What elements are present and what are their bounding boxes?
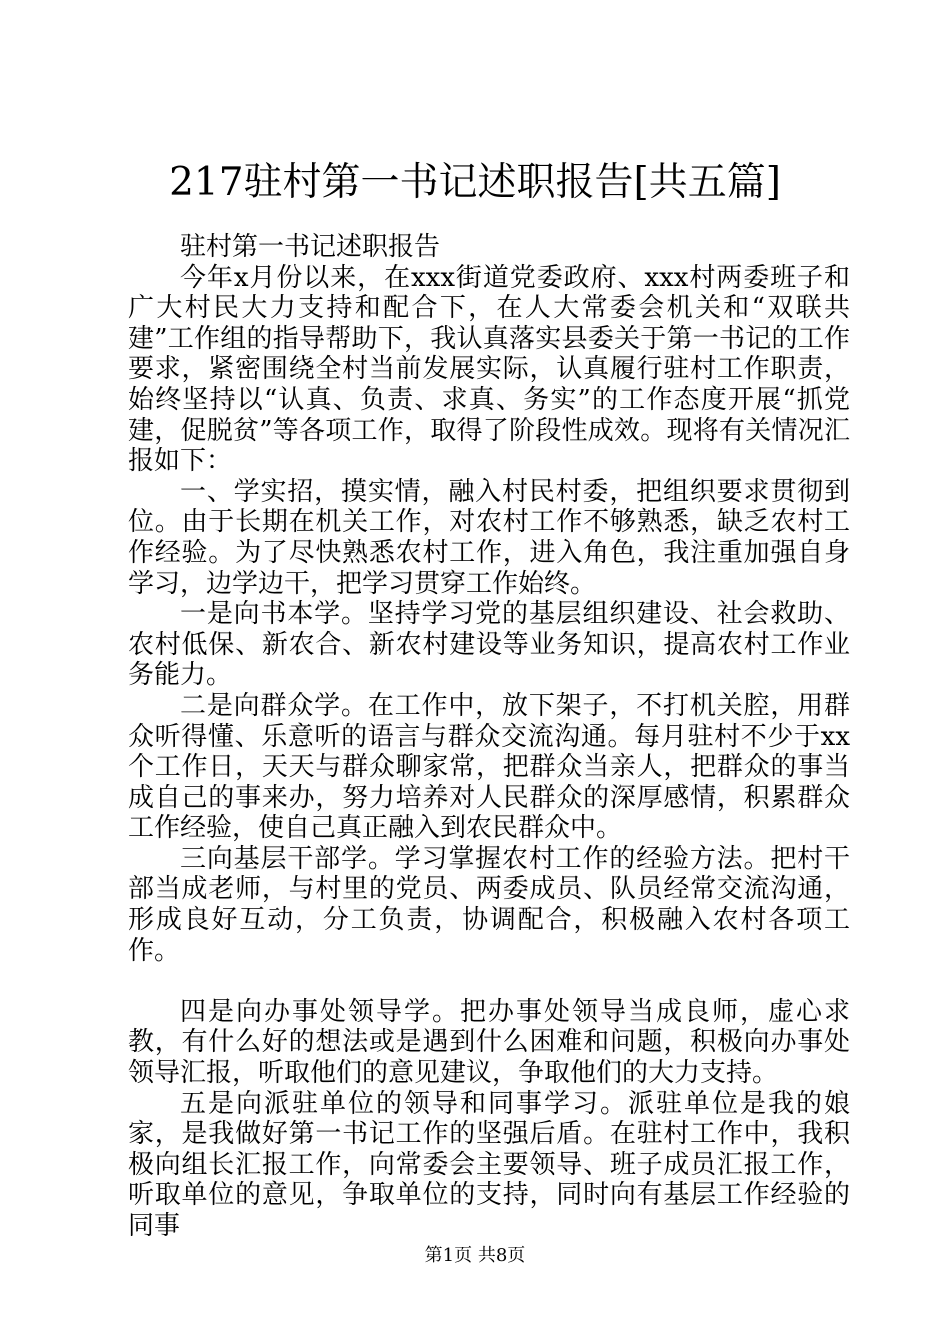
blank-line (128, 966, 850, 997)
paragraph-learn-cadres: 三向基层干部学。学习掌握农村工作的经验方法。把村干部当成老师，与村里的党员、两委成员、队员经常交流沟通，形成良好互动，分工负责，协调配合，积极融入农村各项工作。 (128, 843, 850, 966)
paragraph-learn-office-leaders: 四是向办事处领导学。把办事处领导当成良师，虚心求教，有什么好的想法或是遇到什么困难和问题，积极向办事处领导汇报，听取他们的意见建议，争取他们的大力支持。 (128, 996, 850, 1089)
document-body (128, 232, 850, 1242)
paragraph-part-one: 一、学实招，摸实情，融入村民村委，把组织要求贯彻到位。由于长期在机关工作，对农村工作不够熟悉，缺乏农村工作经验。为了尽快熟悉农村工作，进入角色，我注重加强自身学习，边学边干，把学习贯穿工作始终。 (128, 476, 850, 599)
paragraph-learn-masses: 二是向群众学。在工作中，放下架子，不打机关腔，用群众听得懂、乐意听的语言与群众交流沟通。每月驻村不少于xx个工作日，天天与群众聊家常，把群众当亲人，把群众的事当成自己的事来办，努力培养对人民群众的深厚感情，积累群众工作经验，使自己真正融入到农民群众中。 (128, 690, 850, 844)
page-footer: 第1页 共8页 (424, 1245, 526, 1266)
paragraph-learn-unit-colleagues: 五是向派驻单位的领导和同事学习。派驻单位是我的娘家，是我做好第一书记工作的坚强后盾。在驻村工作中，我积极向组长汇报工作，向常委会主要领导、班子成员汇报工作，听取单位的意见，争取单位的支持，同时向有基层工作经验的同事 (128, 1088, 850, 1241)
document-title: 217驻村第一书记述职报告[共五篇] (169, 160, 781, 205)
section-heading: 驻村第一书记述职报告 (180, 232, 441, 262)
paragraph-learn-books: 一是向书本学。坚持学习党的基层组织建设、社会救助、农村低保、新农合、新农村建设等业务知识，提高农村工作业务能力。 (128, 599, 850, 691)
paragraph-intro: 今年x月份以来，在xxx街道党委政府、xxx村两委班子和广大村民大力支持和配合下，在人大常委会机关和“双联共建”工作组的指导帮助下，我认真落实县委关于第一书记的工作要求，紧密围绕全村当前发展实际，认真履行驻村工作职责，始终坚持以“认真、负责、求真、务实”的工作态度开展“抓党建，促脱贫”等各项工作，取得了阶段性成效。现将有关情况汇报如下： (128, 262, 850, 477)
